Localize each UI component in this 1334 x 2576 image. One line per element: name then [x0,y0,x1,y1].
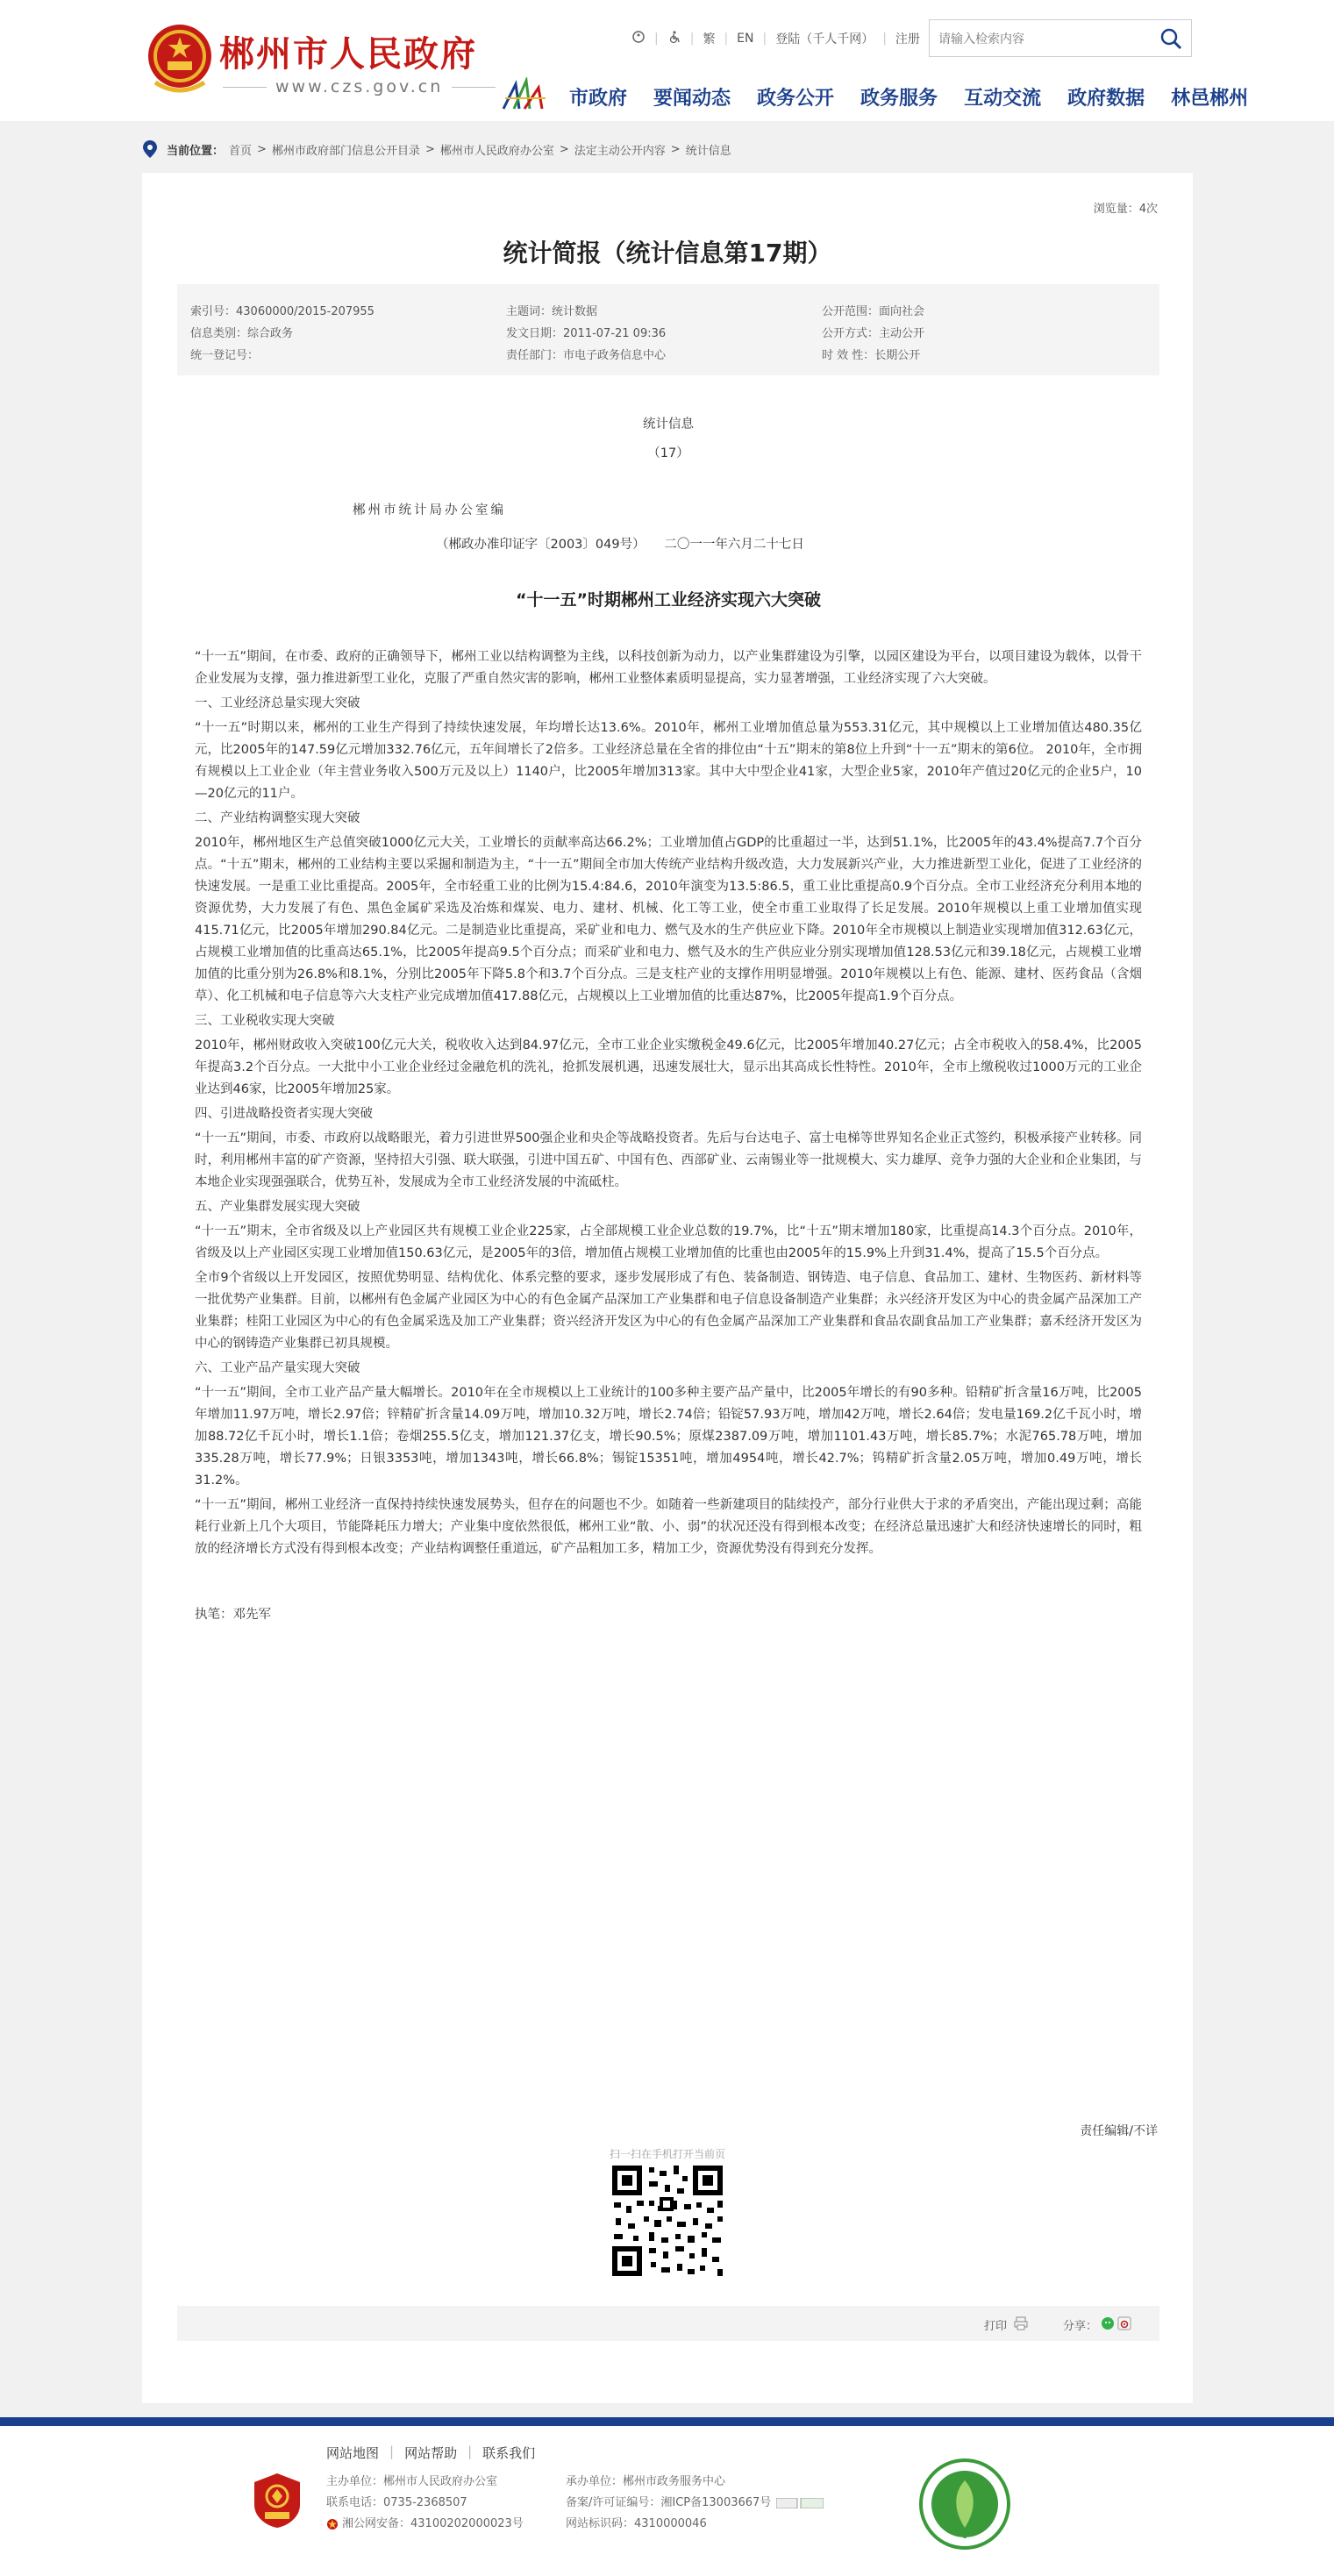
footer-police-row [326,2514,524,2535]
footer-link-help[interactable]: 网站帮助 [404,2445,458,2461]
footer-icp[interactable]: 备案/许可证编号：湘ICP备13003667号 [566,2496,772,2509]
register-link[interactable]: 注册 [895,32,920,46]
article-paragraph: 全市9个省级以上开发园区，按照优势明显、结构优化、体系完整的要求，逐步发展形成了有色、装备制造、钢铸造、电子信息、食品加工、建材、生物医药、新材料等一批优势产业集群。目前，以郴州有色金属产业园区为中心的有色金属产品深加工产业集群和电子信息设备制造产业集群；永兴经济开发区为中心的贵金属产品深加工产业集群；桂阳工业园区为中心的有色金属采选及加工产业集群；资兴经济开发区为中心的有色金属产品深加工产业集群和食品农副食品加工产业集群；嘉禾经济开发区为中心的钢铸造产业集群已初具规模。 [195,1271,1142,1351]
accessibility-icon[interactable] [631,30,646,47]
article-paragraph: 2010年，郴州财政收入突破100亿元大关，税收收入达到84.97亿元，全市工业企业实缴税金49.6亿元，比2005年增加40.27亿元；占全市税收入的58.4%，比2005年提高3.2个百分点。一大批中小工业企业经过金融危机的洗礼，抢抓发展机遇，迅速发展壮大，显示出其高成长性特性。2010年，全市上缴税收过1000万元的工业企业达到46家，比2005年增加25家。 [195,1038,1142,1096]
meta-scope: 公开范围：面向社会 [822,305,925,318]
location-pin-icon [142,139,158,159]
footer-site-id: 网站标识码：4310000046 [566,2517,707,2530]
printer-icon[interactable] [1014,2316,1028,2330]
wheelchair-icon[interactable] [667,30,681,47]
divider: | [882,32,887,46]
footer-phone: 联系电话：0735-2368507 [326,2496,467,2509]
main-nav [569,83,1274,111]
nav-item-gov-service[interactable]: 政务服务 [860,88,938,110]
nav-item-gov-data[interactable]: 政府数据 [1067,88,1145,110]
breadcrumb-home[interactable]: 首页 [229,144,253,158]
footer-icp-row [566,2493,824,2514]
breadcrumb-separator: > [424,142,435,156]
footer-undertaker: 承办单位：郴州市政务服务中心 [566,2475,726,2488]
search-icon[interactable] [1159,27,1182,50]
meta-category: 信息类别：综合政务 [190,327,294,340]
nav-item-gov-info[interactable]: 政务公开 [757,88,835,110]
article-paragraph: “十一五”期间，在市委、政府的正确领导下，郴州工业以结构调整为主线，以科技创新为动力，以产业集群建设为引擎，以园区建设为平台，以项目建设为载体，以骨干企业发展为支撑，强力推进新型工业化，克服了严重自然灾害的影响，郴州工业整体素质明显提高，实力显著增强，工业经济实现了六大突破。 [195,650,1142,686]
article-paragraph: “十一五”期间，市委、市政府以战略眼光，着力引进世界500强企业和央企等战略投资者。先后与台达电子、富士电梯等世界知名企业正式签约，积极承接产业转移。同时，利用郴州丰富的矿产资源，坚持招大引强、联大联强，引进中国五矿、中国有色、西部矿业、云南锡业等一批规模大、实力雄厚、竞争力强的大企业和企业集团，与本地企业实现强强联合，优势互补，发展成为全市工业经济发展的中流砥柱。 [195,1131,1142,1189]
nav-item-interaction[interactable]: 互动交流 [964,88,1042,110]
article-head-2: （17） [647,446,689,460]
section-heading: 四、引进战略投资者实现大突破 [195,1107,373,1121]
meta-topic: 主题词：统计数据 [506,305,598,318]
footer-col-left [326,2472,524,2535]
police-badge-icon [326,2518,339,2530]
party-gov-badge-icon[interactable] [253,2472,302,2530]
meta-reg-no: 统一登记号： [190,349,260,362]
section-heading: 三、工业税收实现大突破 [195,1014,335,1028]
article-compiler: 郴州市统计局办公室编 [353,503,506,517]
weibo-icon[interactable] [1117,2316,1131,2330]
responsible-editor: 责任编辑/不详 [1080,2124,1158,2138]
site-footer [0,2417,1334,2576]
site-domain: www.czs.gov.cn [275,77,444,96]
certification-icon[interactable] [776,2498,824,2508]
nav-item-news[interactable]: 要闻动态 [653,88,731,110]
print-label[interactable]: 打印 [984,2320,1008,2333]
footer-link-contact[interactable]: 联系我们 [482,2445,536,2461]
footer-col-right [566,2472,824,2535]
divider: | [467,2444,473,2459]
article-permit: （郴政办准印证字〔2003〕049号） 二〇一一年六月二十七日 [436,538,804,552]
article-author: 执笔：邓先军 [195,1608,271,1622]
divider: | [689,32,695,46]
qr-caption: 扫一扫在手机打开当前页 [609,2148,725,2160]
breadcrumb [142,139,737,160]
divider: | [654,32,659,46]
view-count: 浏览量：4次 [1093,203,1158,216]
breadcrumb-statutory[interactable]: 法定主动公开内容 [574,144,666,158]
section-heading: 二、产业结构调整实现大突破 [195,811,360,825]
search-input[interactable] [938,29,1149,48]
share-bar [177,2306,1159,2341]
breadcrumb-statistics[interactable]: 统计信息 [685,144,731,158]
wechat-icon[interactable] [1101,2316,1115,2330]
top-links [631,29,929,48]
divider: | [389,2444,395,2459]
section-heading: 六、工业产品产量实现大突破 [195,1361,360,1375]
breadcrumb-separator: > [257,142,267,156]
search-box [929,19,1192,57]
breadcrumb-office[interactable]: 郴州市人民政府办公室 [439,144,554,158]
footer-police[interactable]: 湘公网安备：43100202000023号 [342,2517,524,2530]
meta-method: 公开方式：主动公开 [822,327,925,340]
section-heading: 一、工业经济总量实现大突破 [195,696,360,710]
site-name[interactable]: 郴州市人民政府 [219,33,477,75]
meta-validity: 时 效 性：长期公开 [822,349,921,362]
divider: | [762,32,767,46]
english-link[interactable]: EN [737,32,754,46]
meta-dept: 责任部门：市电子政务信息中心 [506,349,667,362]
nav-decoration-icon [500,77,549,112]
meta-index-no: 索引号：43060000/2015-207955 [190,305,375,318]
qr-code-icon [609,2162,726,2280]
site-header [0,0,1334,121]
article-head-1: 统计信息 [643,417,694,432]
traditional-chinese-link[interactable]: 繁 [703,32,716,46]
article-body [195,401,1142,1626]
article-paragraph: “十一五”期末，全市省级及以上产业园区共有规模工业企业225家，占全部规模工业企业总数的19.7%，比“十五”期末增加180家，比重提高14.3个百分点。2010年，省级及以上产业园区实现工业增加值150.63亿元，是2005年的3倍，增加值占规模工业增加值的比重也由2005年的15.9%上升到31.4%，提高了15.5个百分点。 [195,1224,1142,1260]
nav-item-city-government[interactable]: 市政府 [569,88,628,110]
breadcrumb-label: 当前位置： [167,144,225,158]
divider: | [724,32,729,46]
login-link[interactable]: 登陆（千人千网） [775,32,874,46]
breadcrumb-info-catalog[interactable]: 郴州市政府部门信息公开目录 [271,144,420,158]
article-paragraph: “十一五”期间，全市工业产品产量大幅增长。2010年在全市规模以上工业统计的100多种主要产品产量中，比2005年增长的有90多种。铅精矿折含量16万吨，比2005年增加11.97万吨，增长2.97倍；锌精矿折含量14.09万吨，增加10.32万吨，增长2.74倍；铅锭57.93万吨，增加42万吨，增长2.64倍；发电量169.2亿千瓦小时，增加88.72亿千瓦小时，增长1.1倍；卷烟255.5亿支，增加121.37亿支，增长90.5%；原煤2387.09万吨，增加1101.43万吨，增长85.7%；水泥765.78万吨，增加335.28万吨，增长77.9%；日银3353吨，增加1343吨，增长66.8%；锡锭15351吨，增加4954吨，增长42.7%；钨精矿折含量2.05万吨，增加0.49万吨，增长31.2%。 [195,1386,1142,1488]
article-paragraph: 2010年，郴州地区生产总值突破1000亿元大关，工业增长的贡献率高达66.2%；工业增加值占GDP的比重超过一半，达到51.1%，比2005年的43.4%提高7.7个百分点。“十五”期末，郴州的工业结构主要以采掘和制造为主，“十一五”期间全市加大传统产业结构升级改造，大力发展新兴产业，大力推进新型工业化，促进了工业经济的快速发展。一是重工业比重提高。2005年，全市轻重工业的比例为15.4:84.6，2010年演变为13.5:86.5，重工业比重提高0.9个百分点。全市工业经济充分利用本地的资源优势，大力发展了有色、黑色金属矿采选及冶炼和煤炭、电力、建材、机械、化工等工业，使全市重工业取得了长足发展。2010年规模以上重工业增加值实现415.71亿元，比2005年增加290.84亿元。二是制造业比重提高，采矿业和电力、燃气及水的生产供应业下降。2010年全市规模以上制造业实现增加值312.63亿元，占规模工业增加值的比重高达65.1%，比2005年提高9.5个百分点；而采矿业和电力、燃气及水的生产供应业分别实现增加值128.53亿元和39.18亿元，占规模工业增加值的比重分别为26.8%和8.1%，分别比2005年下降5.8个和3.7个百分点。三是支柱产业的支撑作用明显增强。2010年规模以上有色、能源、建材、医药食品（含烟草）、化工机械和电子信息等六大支柱产业完成增加值417.88亿元，占规模以上工业增加值的比重达87%，比2005年提高1.9个百分点。 [195,836,1142,1003]
content-panel [142,173,1193,2403]
footer-links [326,2444,546,2462]
national-emblem-icon[interactable] [143,21,217,95]
share-label: 分享： [1063,2320,1098,2333]
section-heading: 五、产业集群发展实现大突破 [195,1200,360,1214]
article-heading: “十一五”时期郴州工业经济实现六大突破 [516,590,821,610]
metadata-table [177,284,1159,375]
breadcrumb-separator: > [559,142,569,156]
footer-host: 主办单位：郴州市人民政府办公室 [326,2475,498,2488]
nav-item-linyi-chenzhou[interactable]: 林邑郴州 [1171,88,1249,110]
article-paragraph: “十一五”时期以来，郴州的工业生产得到了持续快速发展，年均增长达13.6%。2010年，郴州工业增加值总量为553.31亿元，其中规模以上工业增加值达480.35亿元，比2005年的147.59亿元增加332.76亿元，五年间增长了2倍多。工业经济总量在全省的排位由“十五”期末的第8位上升到“十一五”期末的第6位。 2010年，全市拥有规模以上工业企业（年主营业务收入500万元及以上）1140户，比2005年增加313家。其中大中型企业41家，大型企业5家，2010年产值过20亿元的企业5户，10—20亿元的11户。 [195,721,1142,801]
page-title: 统计简报（统计信息第17期） [503,239,832,268]
meta-date: 发文日期：2011-07-21 09:36 [506,327,667,340]
civilized-website-seal-icon[interactable] [918,2458,1011,2551]
article-paragraph: “十一五”期间，郴州工业经济一直保持持续快速发展势头，但存在的问题也不少。如随着一些新建项目的陆续投产，部分行业供大于求的矛盾突出，产能出现过剩；高能耗行业新上几个大项目，节能降耗压力增大；产业集中度依然很低，郴州工业“散、小、弱”的状况还没有得到根本改变；在经济总量迅速扩大和经济快速增长的同时，粗放的经济增长方式没有得到根本改变；产业结构调整任重道远，矿产品粗加工多，精加工少，资源优势没有得到充分发挥。 [195,1498,1142,1556]
footer-link-sitemap[interactable]: 网站地图 [326,2445,380,2461]
breadcrumb-separator: > [670,142,681,156]
